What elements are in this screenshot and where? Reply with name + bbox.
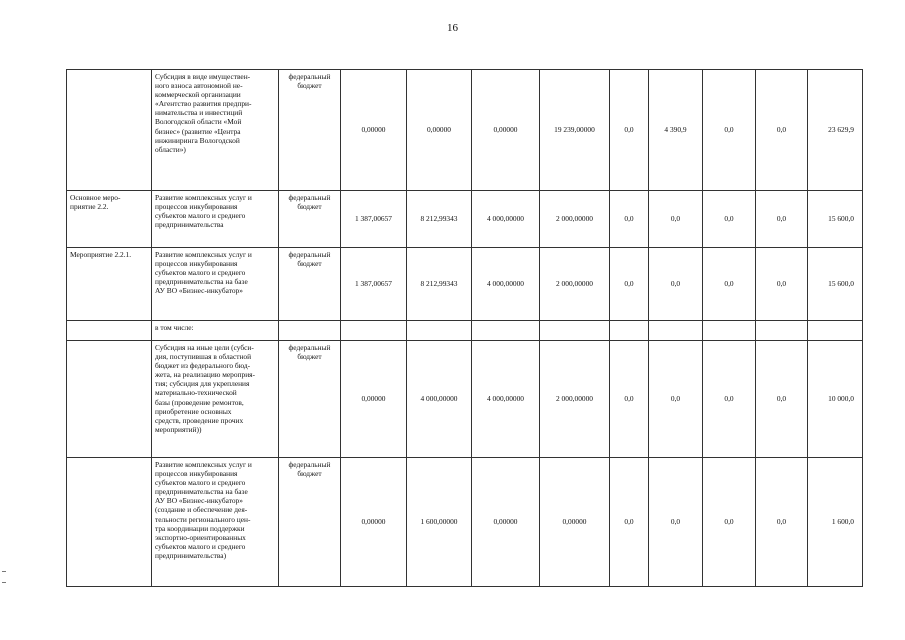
value-cell: 19 239,00000 [540, 70, 610, 191]
funding-source-cell: федеральный бюджет [279, 248, 341, 321]
value-cell: 1 387,00657 [341, 191, 407, 248]
value-cell: 0,00000 [472, 70, 540, 191]
value-cell: 0,0 [703, 191, 756, 248]
value-cell: 1 600,00000 [407, 458, 472, 587]
budget-table [66, 69, 863, 587]
value-cell [407, 321, 472, 341]
value-cell: 8 212,99343 [407, 191, 472, 248]
measure-description-cell: в том числе: [152, 321, 279, 341]
value-cell: 10 000,0 [808, 341, 863, 458]
value-cell: 0,0 [610, 191, 649, 248]
value-cell [808, 321, 863, 341]
value-cell: 4 390,9 [649, 70, 703, 191]
value-cell: 0,00000 [472, 458, 540, 587]
value-cell: 0,0 [756, 70, 808, 191]
value-cell: 0,00000 [341, 458, 407, 587]
value-cell: 0,0 [610, 341, 649, 458]
value-cell: 4 000,00000 [472, 191, 540, 248]
scan-mark [2, 582, 6, 583]
value-cell [610, 321, 649, 341]
measure-description-cell: Развитие комплексных услуг и процессов инкубирования субъектов малого и среднего предпринимательства [152, 191, 279, 248]
measure-name-cell [67, 458, 152, 587]
value-cell: 0,00000 [341, 341, 407, 458]
value-cell: 0,0 [756, 248, 808, 321]
value-cell: 0,0 [649, 191, 703, 248]
funding-source-cell: федеральный бюджет [279, 458, 341, 587]
value-cell: 0,00000 [407, 70, 472, 191]
value-cell: 0,0 [610, 458, 649, 587]
table-row [67, 458, 863, 587]
table-row [67, 248, 863, 321]
value-cell: 4 000,00000 [407, 341, 472, 458]
value-cell: 2 000,00000 [540, 341, 610, 458]
measure-name-cell [67, 341, 152, 458]
funding-source-cell: федеральный бюджет [279, 191, 341, 248]
value-cell: 15 600,0 [808, 191, 863, 248]
value-cell: 0,0 [703, 458, 756, 587]
value-cell: 23 629,9 [808, 70, 863, 191]
table-row [67, 191, 863, 248]
value-cell: 0,0 [610, 248, 649, 321]
value-cell: 0,0 [703, 248, 756, 321]
value-cell: 2 000,00000 [540, 248, 610, 321]
value-cell: 8 212,99343 [407, 248, 472, 321]
value-cell [649, 321, 703, 341]
measure-description-cell: Субсидия на иные цели (субси- дия, поступившая в областной бюджет из федерального бюд- жета, на реализацию мероприя- тия; субсидия для укрепления материально-технической базы (проведение ремонтов, приобретение основных средств, проведение прочих мероприятий)) [152, 341, 279, 458]
value-cell [341, 321, 407, 341]
measure-name-cell: Основное меро- приятие 2.2. [67, 191, 152, 248]
funding-source-cell: федеральный бюджет [279, 341, 341, 458]
value-cell: 0,0 [649, 248, 703, 321]
value-cell: 0,0 [649, 341, 703, 458]
funding-source-cell [279, 321, 341, 341]
table-row [67, 341, 863, 458]
measure-name-cell: Мероприятие 2.2.1. [67, 248, 152, 321]
value-cell: 15 600,0 [808, 248, 863, 321]
page-number: 16 [447, 22, 458, 34]
value-cell [472, 321, 540, 341]
table-row [67, 70, 863, 191]
value-cell [703, 321, 756, 341]
value-cell: 1 600,0 [808, 458, 863, 587]
value-cell [756, 321, 808, 341]
value-cell: 2 000,00000 [540, 191, 610, 248]
scan-mark [2, 571, 6, 572]
value-cell: 0,00000 [540, 458, 610, 587]
measure-name-cell [67, 321, 152, 341]
value-cell: 0,00000 [341, 70, 407, 191]
value-cell: 4 000,00000 [472, 248, 540, 321]
measure-name-cell [67, 70, 152, 191]
value-cell: 0,0 [756, 341, 808, 458]
table-row [67, 321, 863, 341]
measure-description-cell: Развитие комплексных услуг и процессов инкубирования субъектов малого и среднего предпринимательства на базе АУ ВО «Бизнес-инкубатор» (создание и обеспечение дея- тельности регионального цен- тра координации поддержки экспортно-ориентированных субъектов малого и среднего предпринимательства) [152, 458, 279, 587]
value-cell: 0,0 [756, 458, 808, 587]
value-cell: 1 387,00657 [341, 248, 407, 321]
value-cell: 4 000,00000 [472, 341, 540, 458]
value-cell: 0,0 [756, 191, 808, 248]
measure-description-cell: Развитие комплексных услуг и процессов инкубирования субъектов малого и среднего предпринимательства на базе АУ ВО «Бизнес-инкубатор» [152, 248, 279, 321]
value-cell [540, 321, 610, 341]
measure-description-cell: Субсидия в виде имуществен- ного взноса автономной не- коммерческой организации «Агентство развития предпри- нимательства и инвестиций Вологодской области «Мой бизнес» (развитие «Центра инжиниринга Вологодской области») [152, 70, 279, 191]
value-cell: 0,0 [703, 70, 756, 191]
value-cell: 0,0 [703, 341, 756, 458]
value-cell: 0,0 [610, 70, 649, 191]
funding-source-cell: федеральный бюджет [279, 70, 341, 191]
value-cell: 0,0 [649, 458, 703, 587]
